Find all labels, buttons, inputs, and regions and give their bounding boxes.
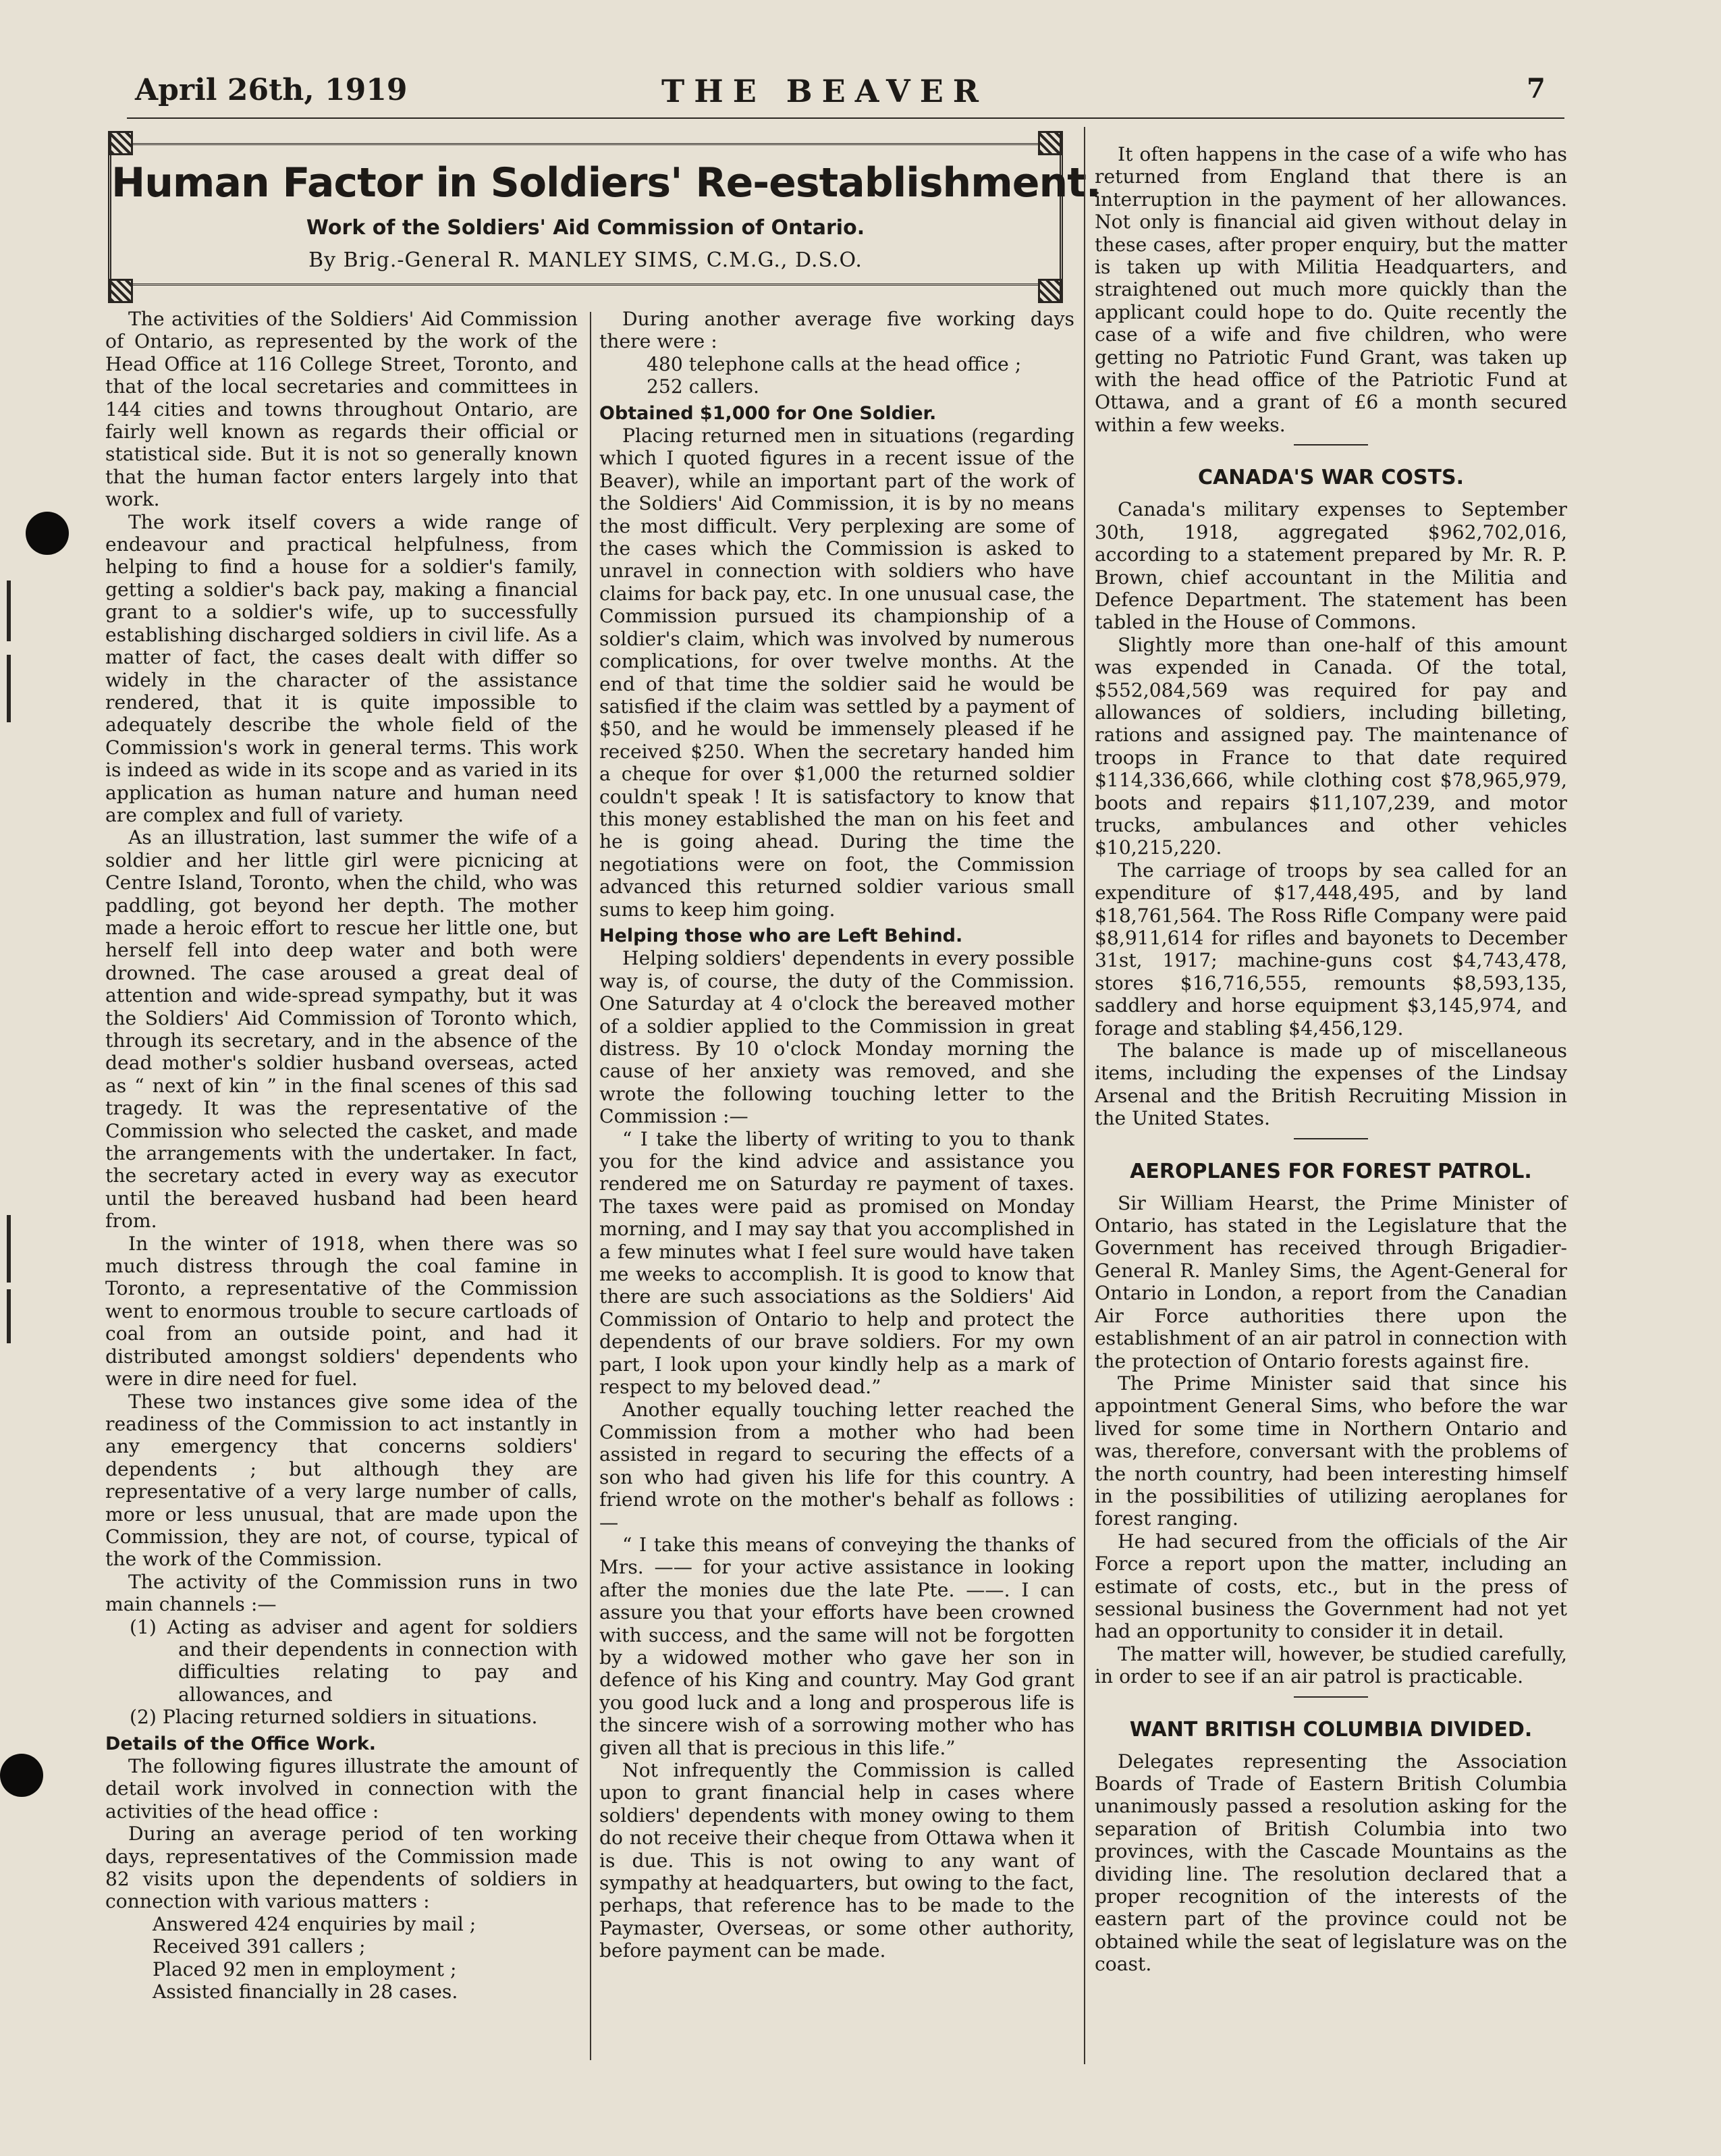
stat-line: Received 391 callers ; <box>153 1935 366 1958</box>
list-item: (2) Placing returned soldiers in situations. <box>130 1706 538 1729</box>
page-number: 7 <box>1527 73 1546 105</box>
paragraph: During an average period of ten working days, representatives of the Commission made 82 visits upon the dependents of soldiers in connection with various matters : <box>105 1823 578 1913</box>
section-separator <box>1294 1138 1368 1139</box>
margin-mark <box>7 1289 11 1343</box>
corner-ornament-icon <box>109 131 133 155</box>
article-title-box <box>108 131 1101 303</box>
paragraph: Placing returned men in situations (regarding which I quoted figures in a recent issue of the Beaver), while an important part of the work of the Soldiers' Aid Commission, it is by no means the most difficult. Very perplexing are some of the cases which the Commission is asked to unravel in connection with soldiers who have claims for back pay, etc. In one unusual case, the Commission pursued its championship of a soldier's claim, which was involved by numerous complications, for over twelve months. At the end of that time the soldier said he would be satisfied if the claim was settled by a payment of $50, and he would be immensely pleased if he received $250. When the secretary handed him a cheque for over $1,000 the returned soldier couldn't speak ! It is satisfactory to know that this money established the man on his feet and he is going ahead. During the time the negotiations were on foot, the Commission advanced this returned soldier various small sums to keep him going. <box>599 425 1074 921</box>
letter-quote: “ I take the liberty of writing to you to thank you for the kind advice and assistance you rendered me on Saturday re payment of taxes. The taxes were paid as promised on Monday morning, and I may say that you accomplished in a few minutes what I feel sure would have taken me weeks to accomplish. It is good to know that there are such associations as the Soldiers' Aid Commission of Ontario to help and protect the dependents of our brave soldiers. For my own part, I look upon your kindly help as a mark of respect to my beloved dead.” <box>599 1127 1074 1399</box>
paragraph: The matter will, however, be studied carefully, in order to see if an air patrol is practicable. <box>1095 1642 1567 1688</box>
paragraph: Canada's military expenses to September 30th, 1918, aggregated $962,702,016, according to a statement prepared by Mr. R. P. Brown, chief accountant in the Militia and Defence Department. The statement has been tabled in the House of Commons. <box>1095 498 1567 634</box>
letter-quote: “ I take this means of conveying the thanks of Mrs. —— for your active assistance in looking after the monies due the late Pte. ——. I can assure you that your efforts have been crowned with success, and the same will not be forgotten by a widowed mother who gave her son in defence of his King and country. May God grant you good luck and a long and prosperous life is the sincere wish of a sorrowing mother who has given all that is precious in this life.” <box>599 1533 1074 1759</box>
binder-hole <box>0 1754 43 1797</box>
paragraph: Delegates representing the Association Boards of Trade of Eastern British Columbia unanimously passed a resolution asking for the separation of British Columbia into two provinces, with the Cascade Mountains as the dividing line. The resolution declared that a proper recognition of the interests of the eastern part of the province could not be obtained while the seat of legislature was on the coast. <box>1095 1750 1567 1976</box>
corner-ornament-icon <box>1038 279 1062 303</box>
paragraph: During another average five working days there were : <box>599 308 1074 353</box>
issue-date: April 26th, 1919 <box>135 73 408 107</box>
title-box-top-rule <box>132 143 1039 145</box>
margin-mark <box>7 1215 11 1283</box>
paragraph: Sir William Hearst, the Prime Minister of Ontario, has stated in the Legislature that the Government has received through Brigadier-General R. Manley Sims, the Agent-General for Ontario in London, a report from the Canadian Air Force authorities there upon the establishment of an air patrol in connection with the protection of Ontario forests against fire. <box>1095 1191 1567 1372</box>
section-separator <box>1294 444 1368 446</box>
section-heading: CANADA'S WAR COSTS. <box>1197 466 1464 490</box>
section-heading: Obtained $1,000 for One Soldier. <box>599 402 937 424</box>
paragraph: Another equally touching letter reached the Commission from a mother who had been assisted in regard to securing the effects of a son who had given his life for this country. A friend wrote on the mother's behalf as follows :— <box>599 1398 1074 1534</box>
paragraph: Slightly more than one-half of this amount was expended in Canada. Of the total, $552,084,569 was required for pay and allowances of soldiers, including billeting, rations and assigned pay. The maintenance of troops in France to that date required $114,336,666, while clothing cost $78,965,979, boots and repairs $11,107,239, and motor trucks, ambulances and other vehicles $10,215,220. <box>1095 633 1567 859</box>
paragraph: The activity of the Commission runs in two main channels :— <box>105 1570 578 1616</box>
section-separator <box>1294 1696 1368 1698</box>
list-item: (1) Acting as adviser and agent for soldiers and their dependents in connection with difficulties relating to pay and allowances, and <box>130 1615 578 1706</box>
paragraph: Helping soldiers' dependents in every possible way is, of course, the duty of the Commission. One Saturday at 4 o'clock the bereaved mother of a soldier applied to the Commission in great distress. By 10 o'clock Monday morning the cause of her anxiety was removed, and she wrote the following touching letter to the Commission :— <box>599 947 1074 1128</box>
margin-mark <box>7 581 11 641</box>
paragraph: He had secured from the officials of the Air Force a report upon the matter, including an estimate of costs, etc., but in the press of sessional business the Government had not yet had an opportunity to consider it in detail. <box>1095 1530 1567 1643</box>
stat-line: 480 telephone calls at the head office ; <box>647 352 1022 375</box>
article-byline: By Brig.-General R. MANLEY SIMS, C.M.G., D.S.O. <box>308 248 863 272</box>
stat-line: 252 callers. <box>647 375 759 398</box>
title-box-bottom-rule <box>132 284 1039 286</box>
section-heading: WANT BRITISH COLUMBIA DIVIDED. <box>1129 1717 1533 1742</box>
article-title: Human Factor in Soldiers' Re-establishment. <box>111 159 1101 207</box>
article-subtitle: Work of the Soldiers' Aid Commission of Ontario. <box>306 216 865 240</box>
paragraph: Not infrequently the Commission is called upon to grant financial help in cases where soldiers' dependents with money owing to them do not receive their cheque from Ottawa when it is due. This is not owing to any want of sympathy at headquarters, but owing to the fact, perhaps, that reference has to be made to the Paymaster, Overseas, or some other authority, before payment can be made. <box>599 1759 1074 1962</box>
header-rule <box>127 117 1564 119</box>
corner-ornament-icon <box>109 279 133 303</box>
stat-line: Placed 92 men in employment ; <box>153 1958 457 1980</box>
paragraph: The balance is made up of miscellaneous items, including the expenses of the Lindsay Arsenal and the British Recruiting Mission in the United States. <box>1095 1040 1567 1130</box>
paragraph: In the winter of 1918, when there was so much distress through the coal famine in Toronto, a representative of the Commission went to enormous trouble to secure cartloads of coal from an outside point, and had it distributed amongst soldiers' dependents who were in dire need for fuel. <box>105 1232 578 1391</box>
column-divider <box>1084 127 1085 2064</box>
corner-ornament-icon <box>1038 131 1062 155</box>
binder-hole <box>26 512 69 555</box>
column-3 <box>1095 143 1567 1976</box>
paragraph: The work itself covers a wide range of endeavour and practical helpfulness, from helping to find a house for a soldier's family, getting a soldier's back pay, making a financial grant to a soldier's wife, up to successfully establishing discharged soldiers in civil life. As a matter of fact, the cases dealt with differ so widely in the character of the assistance rendered, that it is quite impossible to adequately describe the whole field of the Commission's work in general terms. This work is indeed as wide in its scope and as varied in its application as human nature and human need are complex and full of variety. <box>105 510 578 826</box>
section-heading: AEROPLANES FOR FOREST PATROL. <box>1130 1159 1532 1183</box>
column-1 <box>105 308 578 2003</box>
section-heading: Helping those who are Left Behind. <box>599 925 963 946</box>
stat-line: Answered 424 enquiries by mail ; <box>153 1912 476 1935</box>
paragraph: The activities of the Soldiers' Aid Commission of Ontario, as represented by the work of the Head Office at 116 College Street, Toronto, and that of the local secretaries and committees in 144 cities and towns throughout Ontario, are fairly well known as regards their official or statistical side. But it is not so generally known that the human factor enters largely into that work. <box>105 308 578 511</box>
paragraph: These two instances give some idea of the readiness of the Commission to act instantly in any emergency that concerns soldiers' dependents ; but although they are representative of a very large number of calls, more or less unusual, that are made upon the Commission, they are not, of course, typical of the work of the Commission. <box>105 1390 578 1571</box>
column-2 <box>599 308 1074 1962</box>
column-divider <box>590 312 591 2060</box>
margin-mark <box>7 655 11 722</box>
paragraph: The carriage of troops by sea called for an expenditure of $17,448,495, and by land $18,761,564. The Ross Rifle Company were paid $8,911,614 for rifles and bayonets to December 31st, 1917; machine-guns cost $4,743,478, stores $16,716,555, remounts $8,593,135, saddlery and horse equipment $3,145,974, and forage and stabling $4,456,129. <box>1095 859 1567 1040</box>
publication-name: THE BEAVER <box>661 73 989 109</box>
stat-line: Assisted financially in 28 cases. <box>153 1980 458 2003</box>
paragraph: The Prime Minister said that since his appointment General Sims, who before the war lived for some time in Northern Ontario and was, therefore, conversant with the problems of the north country, had been interesting himself in the possibilities of utilizing aeroplanes for forest ranging. <box>1095 1372 1567 1530</box>
paragraph: As an illustration, last summer the wife of a soldier and her little girl were picnicing at Centre Island, Toronto, when the child, who was paddling, got beyond her depth. The mother made a heroic effort to rescue her little one, but herself fell into deep water and both were drowned. The case aroused a great deal of attention and wide-spread sympathy, but it was the Soldiers' Aid Commission of Toronto which, through its secretary, and in the absence of the dead mother's soldier husband overseas, acted as “ next of kin ” in the final scenes of this sad tragedy. It was the representative of the Commission who selected the casket, and made the arrangements with the undertaker. In fact, the secretary acted in every way as executor until the bereaved husband had been heard from. <box>105 826 578 1233</box>
paragraph: The following figures illustrate the amount of detail work involved in connection with the activities of the head office : <box>105 1755 578 1823</box>
paragraph: It often happens in the case of a wife who has returned from England that there is an interruption in the payment of her allowances. Not only is financial aid given without delay in these cases, after proper enquiry, but the matter is taken up with Militia Headquarters, and straightened out much more quickly than the applicant could hope to do. Quite recently the case of a wife and five children, who were getting no Patriotic Fund Grant, was taken up with the head office of the Patriotic Fund at Ottawa, and a grant of £6 a month secured within a few weeks. <box>1095 143 1567 436</box>
section-heading: Details of the Office Work. <box>105 1733 377 1754</box>
